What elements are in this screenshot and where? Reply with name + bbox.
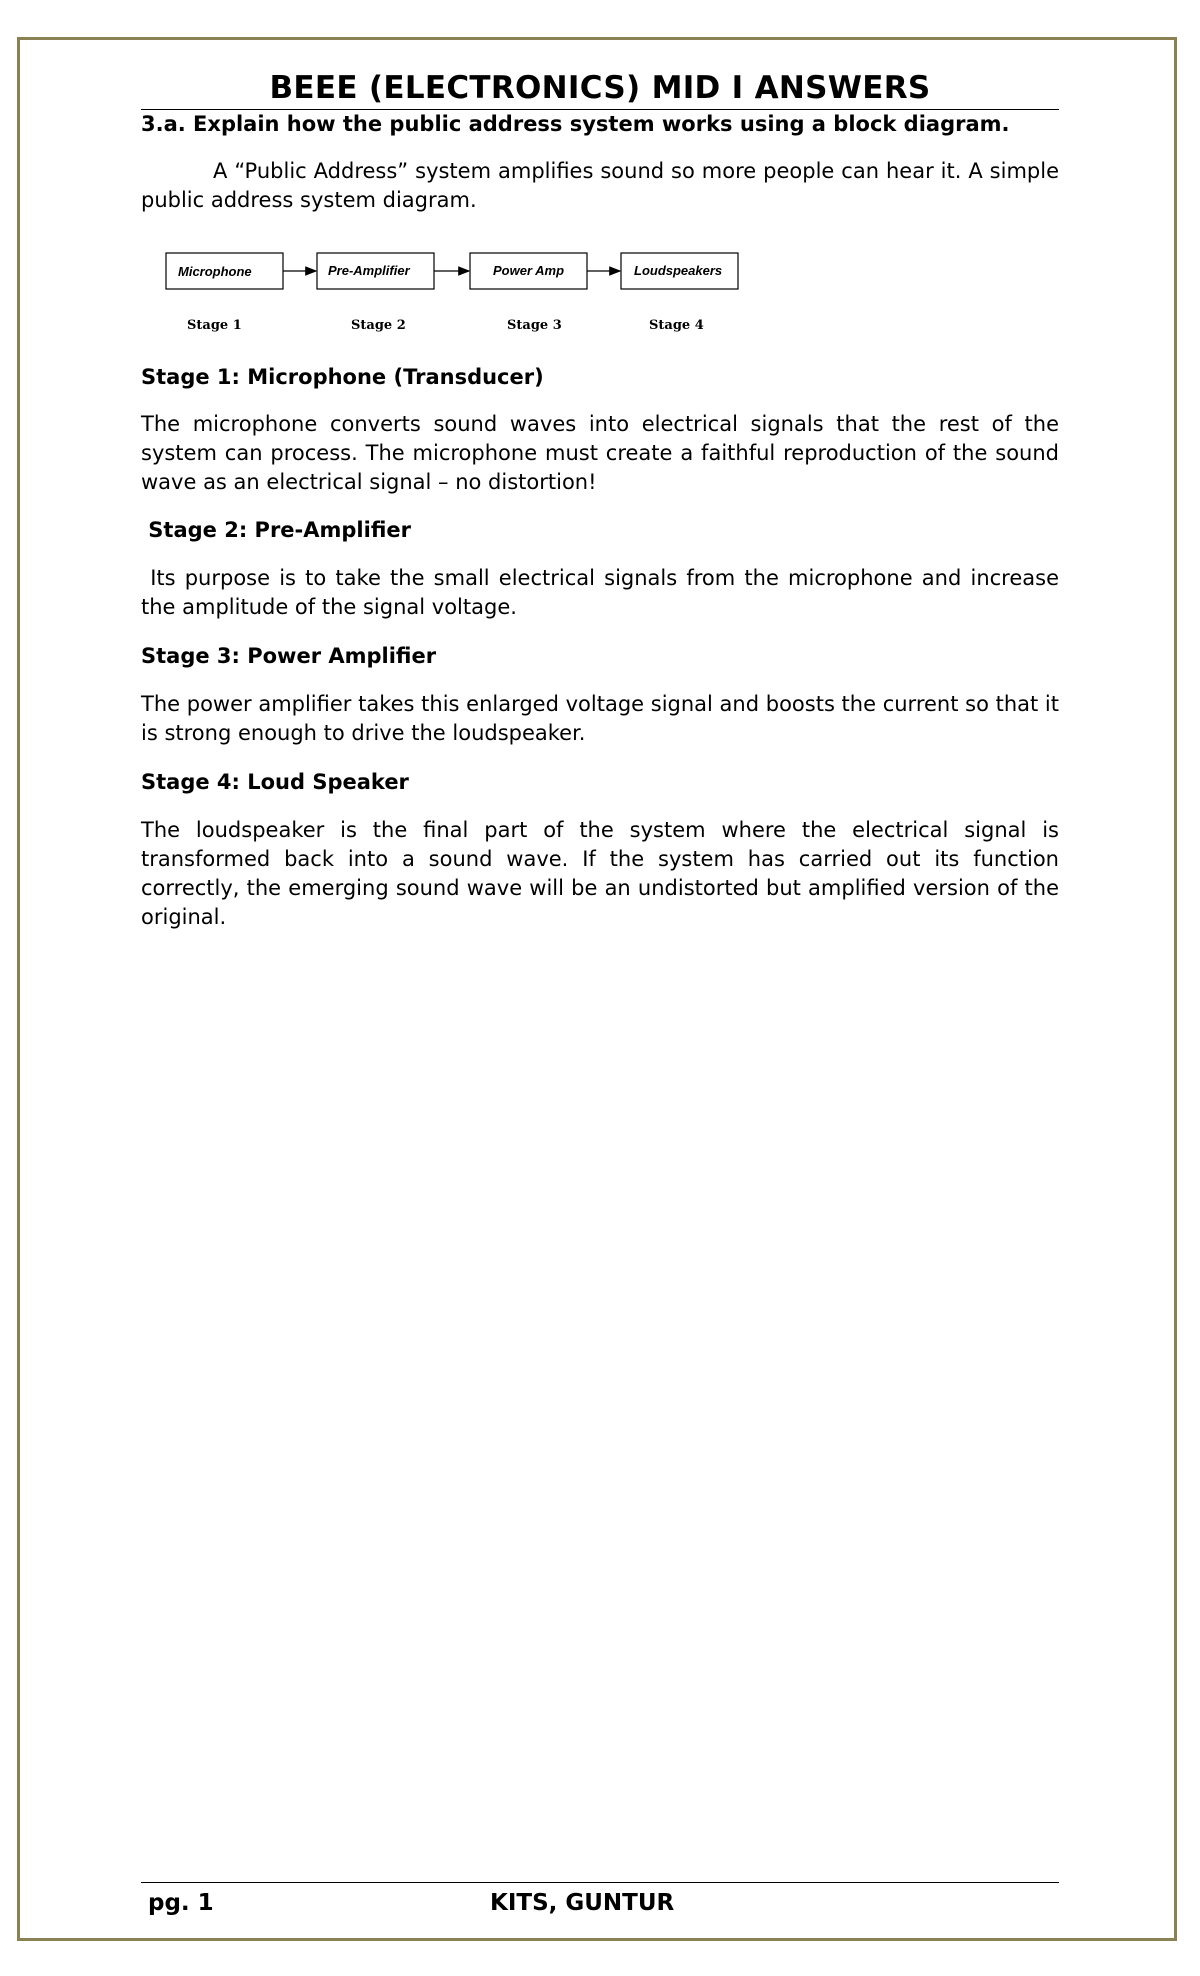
stage-1-paragraph: The microphone converts sound waves into electrical signals that the rest of the system can process. The microphone must create a faithful reproduction of the sound wave as an electrical signal – no distortion!: [141, 412, 1059, 494]
page-number: pg. 1: [148, 1890, 214, 1916]
stage-2-paragraph: Its purpose is to take the small electrical signals from the microphone and increase the amplitude of the signal voltage.: [141, 566, 1066, 619]
stage-4-paragraph: The loudspeaker is the final part of the system where the electrical signal is transformed back into a sound wave. If the system has carried out its function correctly, the emerging sound wave will be an undistorted but amplified version of the original.: [141, 818, 1059, 929]
stage-3-heading: Stage 3: Power Amplifier: [141, 644, 437, 668]
intro-paragraph: A “Public Address” system amplifies sound so more people can hear it. A simple public address system diagram.: [141, 159, 1059, 212]
block-label-microphone: Microphone: [178, 264, 252, 279]
footer-rule: [141, 1882, 1059, 1883]
stage-2-heading: Stage 2: Pre-Amplifier: [141, 518, 411, 542]
question-heading: 3.a. Explain how the public address system works using a block diagram.: [141, 112, 1010, 136]
stage-3-paragraph: The power amplifier takes this enlarged voltage signal and boosts the current so that it is strong enough to drive the loudspeaker.: [141, 692, 1059, 745]
block-label-pre-amplifier: Pre-Amplifier: [328, 263, 410, 278]
stage-4-heading: Stage 4: Loud Speaker: [141, 770, 409, 794]
stage-label-2: Stage 2: [351, 318, 406, 333]
footer-institution: KITS, GUNTUR: [490, 1890, 675, 1916]
stage-label-4: Stage 4: [649, 318, 704, 333]
block-label-power-amp: Power Amp: [493, 263, 565, 278]
stage-1-heading: Stage 1: Microphone (Transducer): [141, 365, 544, 389]
block-diagram: [160, 240, 760, 340]
block-label-loudspeakers: Loudspeakers: [634, 263, 723, 278]
stage-label-3: Stage 3: [507, 318, 562, 333]
document-title: BEEE (ELECTRONICS) MID I ANSWERS: [269, 70, 931, 106]
stage-label-1: Stage 1: [187, 318, 242, 333]
